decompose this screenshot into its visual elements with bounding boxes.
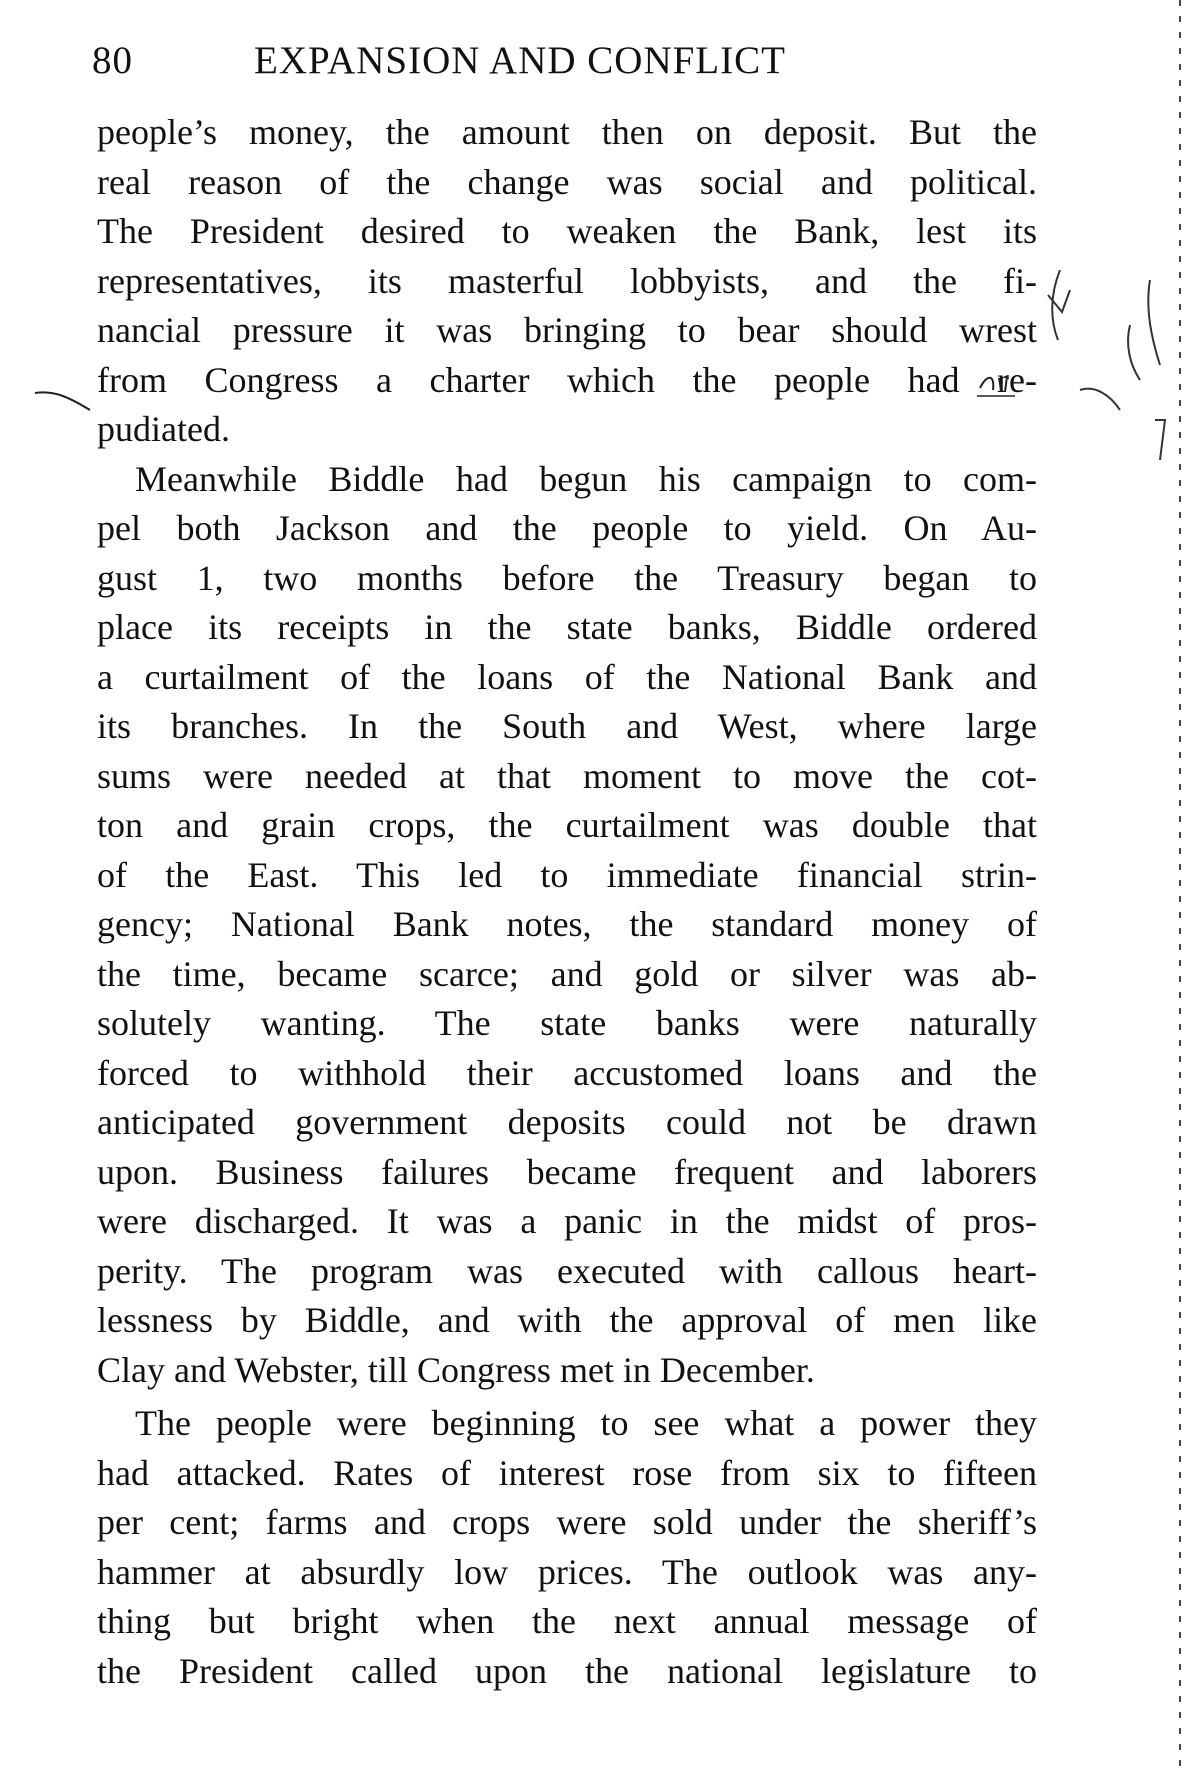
text-line: real reason of the change was social and political. xyxy=(97,161,1037,202)
text-line: people’s money, the amount then on deposit. But the xyxy=(97,112,1037,152)
text-line: were discharged. It was a panic in the midst of pros- xyxy=(97,1201,1037,1241)
text-line: nancial pressure it was bringing to bear should wrest xyxy=(97,310,1037,350)
text-line: a curtailment of the loans of the National Bank and xyxy=(97,656,1037,697)
running-title: EXPANSION AND CONFLICT xyxy=(254,39,786,82)
paragraph xyxy=(97,108,1037,455)
text-line: had attacked. Rates of interest rose from six to fifteen xyxy=(97,1452,1037,1493)
paragraph xyxy=(97,455,1037,1396)
text-line: forced to withhold their accustomed loans and the xyxy=(97,1052,1037,1093)
text-line: place its receipts in the state banks, Biddle ordered xyxy=(97,607,1037,647)
text-line: gust 1, two months before the Treasury began to xyxy=(97,557,1037,598)
page-number: 80 xyxy=(92,39,133,82)
text-line: representatives, its masterful lobbyists, and the fi- xyxy=(97,260,1037,301)
text-line: upon. Business failures became frequent and laborers xyxy=(97,1151,1037,1192)
text-line: solutely wanting. The state banks were naturally xyxy=(97,1003,1037,1043)
text-line: of the East. This led to immediate financial strin- xyxy=(97,854,1037,895)
page-edge-shadow xyxy=(1175,0,1185,1776)
text-line: perity. The program was executed with callous heart- xyxy=(97,1250,1037,1291)
text-line: per cent; farms and crops were sold under the sheriff’s xyxy=(97,1502,1037,1542)
pencil-annotation xyxy=(1040,270,1180,490)
text-line: The President desired to weaken the Bank, lest its xyxy=(97,211,1037,251)
text-line: anticipated government deposits could not be drawn xyxy=(97,1102,1037,1142)
text-line: pudiated. xyxy=(97,409,230,449)
text-line: the President called upon the national legislature to xyxy=(97,1650,1037,1691)
running-header xyxy=(92,38,1052,88)
text-line: pel both Jackson and the people to yield. On Au- xyxy=(97,508,1037,548)
paragraph xyxy=(97,1399,1037,1696)
text-line: the time, became scarce; and gold or silver was ab- xyxy=(97,953,1037,994)
text-line: lessness by Biddle, and with the approval of men like xyxy=(97,1300,1037,1340)
text-line: gency; National Bank notes, the standard money of xyxy=(97,904,1037,944)
text-line: from Congress a charter which the people had re- xyxy=(97,359,1037,400)
text-line: ton and grain crops, the curtailment was double that xyxy=(97,805,1037,845)
text-line: its branches. In the South and West, where large xyxy=(97,706,1037,746)
text-line: thing but bright when the next annual message of xyxy=(97,1601,1037,1641)
text-line: Meanwhile Biddle had begun his campaign to com- xyxy=(135,458,1037,499)
text-line: Clay and Webster, till Congress met in December. xyxy=(97,1349,815,1390)
pencil-tick-mark xyxy=(30,388,100,418)
body-text xyxy=(97,108,1037,1696)
text-line: hammer at absurdly low prices. The outlook was any- xyxy=(97,1551,1037,1592)
text-line: sums were needed at that moment to move the cot- xyxy=(97,755,1037,796)
text-line: The people were beginning to see what a power they xyxy=(135,1403,1037,1443)
pencil-scribble xyxy=(975,370,1025,400)
